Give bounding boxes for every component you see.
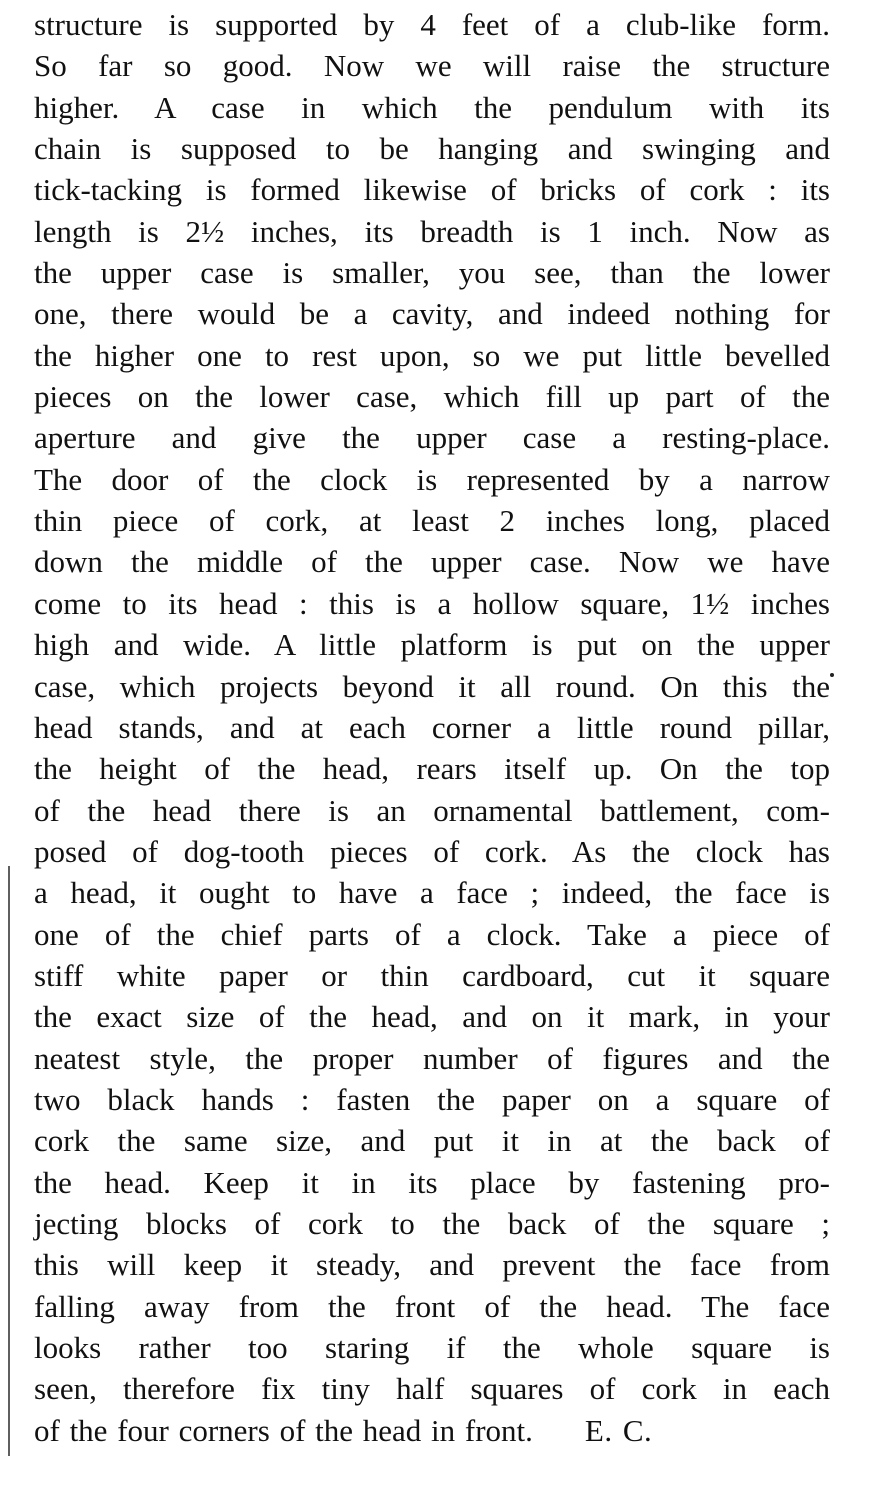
text-line: one, there would be a cavity, and indeed nothing for xyxy=(34,296,830,332)
text-line: falling away from the front of the head. The face xyxy=(34,1288,830,1324)
text-line: aperture and give the upper case a resting-place. xyxy=(34,420,830,456)
text-line: chain is supposed to be hanging and swinging and xyxy=(34,131,830,167)
body-text xyxy=(34,4,830,1451)
text-line: So far so good. Now we will raise the structure xyxy=(34,48,830,84)
text-line: come to its head : this is a hollow square, 1½ inches xyxy=(34,585,830,621)
ink-speck xyxy=(830,673,834,677)
text-line: high and wide. A little platform is put on the upper xyxy=(34,627,830,663)
text-line: head stands, and at each corner a little round pillar, xyxy=(34,709,830,745)
text-line: the height of the head, rears itself up. On the top xyxy=(34,751,830,787)
final-line xyxy=(34,1410,830,1451)
author-signature: E. C. xyxy=(584,1412,653,1448)
text-line: neatest style, the proper number of figures and the xyxy=(34,1040,830,1076)
text-line: of the four corners of the head in front. xyxy=(34,1412,533,1448)
text-line: the upper case is smaller, you see, than the lower xyxy=(34,255,830,291)
text-line: one of the chief parts of a clock. Take a piece of xyxy=(34,916,830,952)
text-line: the exact size of the head, and on it mark, in your xyxy=(34,999,830,1035)
text-line: structure is supported by 4 feet of a club-like form. xyxy=(34,7,830,42)
text-line: thin piece of cork, at least 2 inches long, placed xyxy=(34,503,830,539)
text-line: this will keep it steady, and prevent the face from xyxy=(34,1247,830,1283)
text-line: the head. Keep it in its place by fastening pro- xyxy=(34,1164,830,1200)
text-line: jecting blocks of cork to the back of the square ; xyxy=(34,1205,830,1241)
text-line: tick-tacking is formed likewise of bricks of cork : its xyxy=(34,172,830,208)
text-line: cork the same size, and put it in at the back of xyxy=(34,1123,830,1159)
text-line: stiff white paper or thin cardboard, cut it square xyxy=(34,957,830,993)
text-line: higher. A case in which the pendulum with its xyxy=(34,89,830,125)
text-line: posed of dog-tooth pieces of cork. As the clock has xyxy=(34,833,830,869)
text-line: case, which projects beyond it all round. On this the xyxy=(34,668,830,704)
text-line: of the head there is an ornamental battlement, com- xyxy=(34,792,830,828)
text-line: The door of the clock is represented by a narrow xyxy=(34,461,830,497)
text-line: length is 2½ inches, its breadth is 1 inch. Now as xyxy=(34,213,830,249)
text-line: a head, it ought to have a face ; indeed, the face is xyxy=(34,875,830,911)
text-line: down the middle of the upper case. Now we have xyxy=(34,544,830,580)
text-line: the higher one to rest upon, so we put little bevelled xyxy=(34,337,830,373)
text-line: looks rather too staring if the whole square is xyxy=(34,1330,830,1365)
text-line: pieces on the lower case, which fill up part of the xyxy=(34,379,830,415)
text-line: seen, therefore fix tiny half squares of cork in each xyxy=(34,1371,830,1407)
margin-rule xyxy=(8,866,10,1456)
text-line: two black hands : fasten the paper on a square of xyxy=(34,1081,830,1117)
